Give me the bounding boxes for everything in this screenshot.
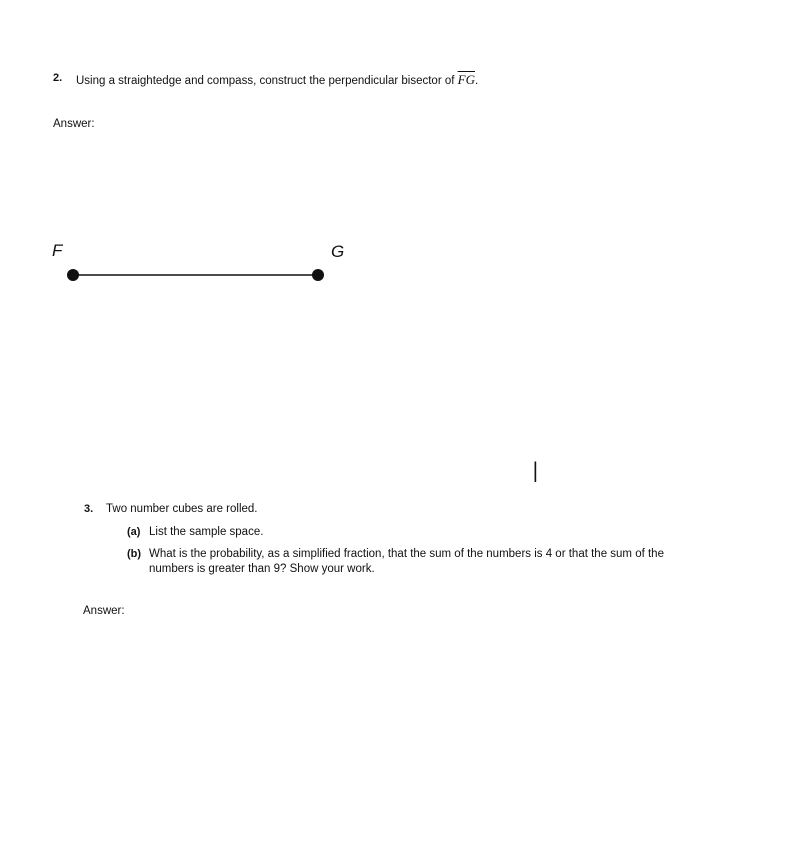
text-cursor: | <box>532 458 539 482</box>
part-a-text: List the sample space. <box>149 526 264 538</box>
part-b-text-line2: numbers is greater than 9? Show your work. <box>149 563 375 575</box>
part-b-text-line1: What is the probability, as a simplified fraction, that the sum of the numbers is 4 or that the sum of the <box>149 548 664 560</box>
question-2-answer-label: Answer: <box>53 118 95 130</box>
question-2-end-punct: . <box>474 75 479 87</box>
segment-fg-label: $\overline{FG}$ <box>457 72 475 87</box>
part-b-letter: (b) <box>127 548 142 560</box>
point-g-label: G <box>331 242 345 261</box>
point-f-label: F <box>52 241 63 260</box>
point-g-dot <box>312 269 324 281</box>
question-3-number: 3. <box>84 503 94 515</box>
question-3-text: Two number cubes are rolled. <box>106 503 258 515</box>
question-2-number: 2. <box>53 72 63 84</box>
point-f-dot <box>67 269 79 281</box>
question-2-prompt: Using a straightedge and compass, construct the perpendicular bisector of <box>76 75 455 87</box>
part-a-letter: (a) <box>127 526 141 538</box>
question-3-answer-label: Answer: <box>83 605 125 617</box>
